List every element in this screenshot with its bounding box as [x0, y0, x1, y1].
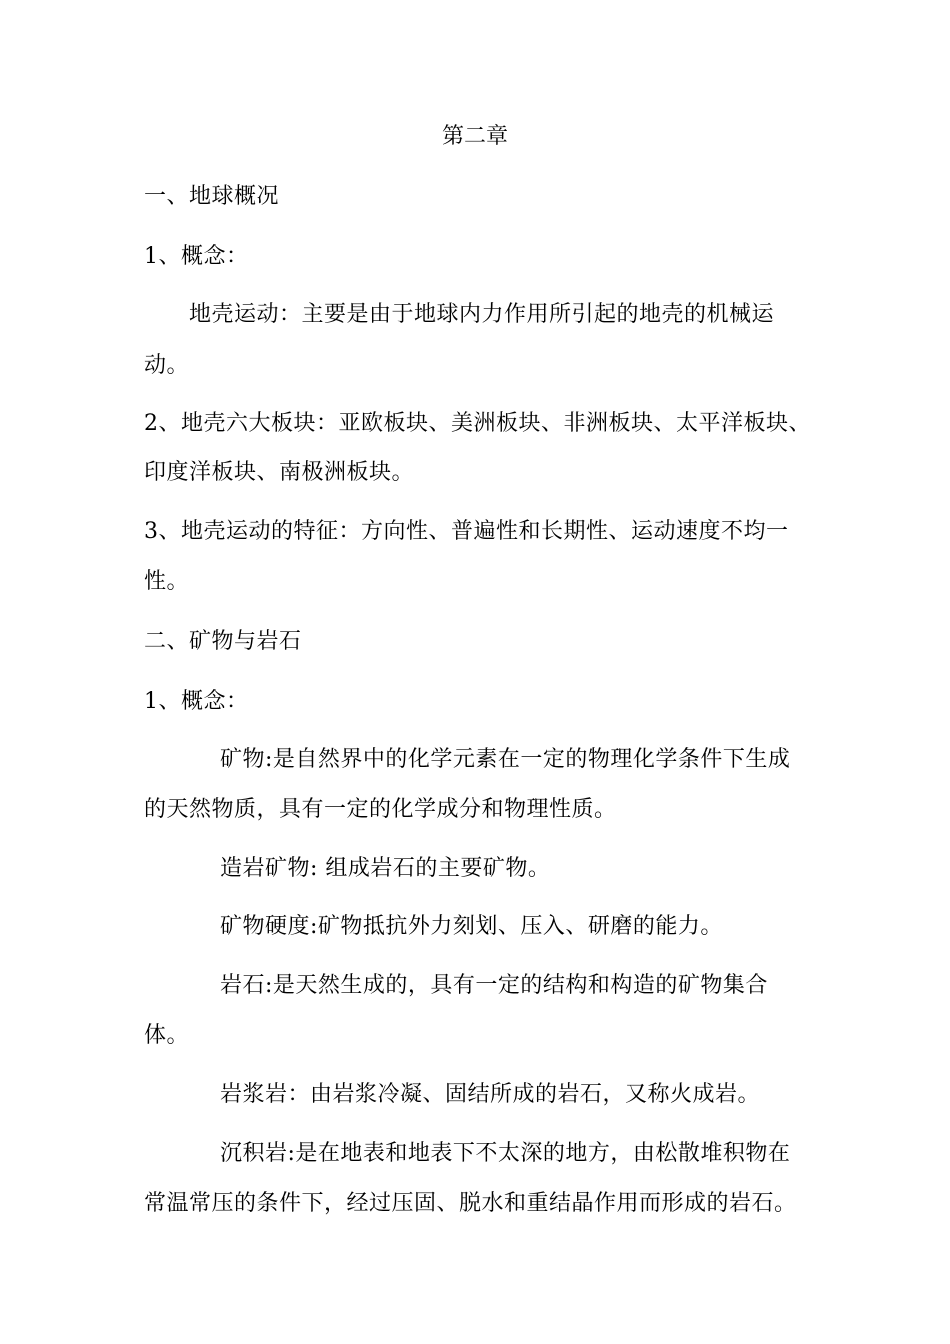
- mineral-definition-continued: 的天然物质，具有一定的化学成分和物理性质。: [144, 797, 617, 822]
- sedimentary-rock-definition: 沉积岩:是在地表和地表下不太深的地方，由松散堆积物在: [220, 1141, 791, 1166]
- crust-movement-features-item: 3、地壳运动的特征：方向性、普遍性和长期性、运动速度不均一: [144, 519, 789, 544]
- crust-movement-definition-continued: 动。: [144, 353, 190, 378]
- crust-movement-features-item-continued: 性。: [144, 569, 190, 594]
- concept-label-2: 1、概念：: [144, 689, 249, 714]
- chapter-title: 第二章: [441, 124, 508, 149]
- mineral-hardness-definition: 矿物硬度:矿物抵抗外力刻划、压入、研磨的能力。: [220, 914, 723, 939]
- concept-label: 1、概念：: [144, 244, 249, 269]
- six-plates-item: 2、地壳六大板块：亚欧板块、美洲板块、非洲板块、太平洋板块、: [144, 411, 811, 436]
- section-heading-minerals-rocks: 二、矿物与岩石: [144, 629, 302, 654]
- rock-definition-continued: 体。: [144, 1023, 190, 1048]
- rock-forming-mineral-definition: 造岩矿物: 组成岩石的主要矿物。: [220, 856, 551, 881]
- crust-movement-definition: 地壳运动：主要是由于地球内力作用所引起的地壳的机械运: [189, 302, 775, 327]
- magmatic-rock-definition: 岩浆岩：由岩浆冷凝、固结所成的岩石，又称火成岩。: [220, 1082, 761, 1107]
- six-plates-item-continued: 印度洋板块、南极洲板块。: [144, 460, 415, 485]
- sedimentary-rock-definition-continued: 常温常压的条件下，经过压固、脱水和重结晶作用而形成的岩石。: [144, 1191, 797, 1216]
- mineral-definition: 矿物:是自然界中的化学元素在一定的物理化学条件下生成: [220, 747, 791, 772]
- rock-definition: 岩石:是天然生成的，具有一定的结构和构造的矿物集合: [220, 973, 768, 998]
- section-heading-earth-overview: 一、地球概况: [144, 184, 280, 209]
